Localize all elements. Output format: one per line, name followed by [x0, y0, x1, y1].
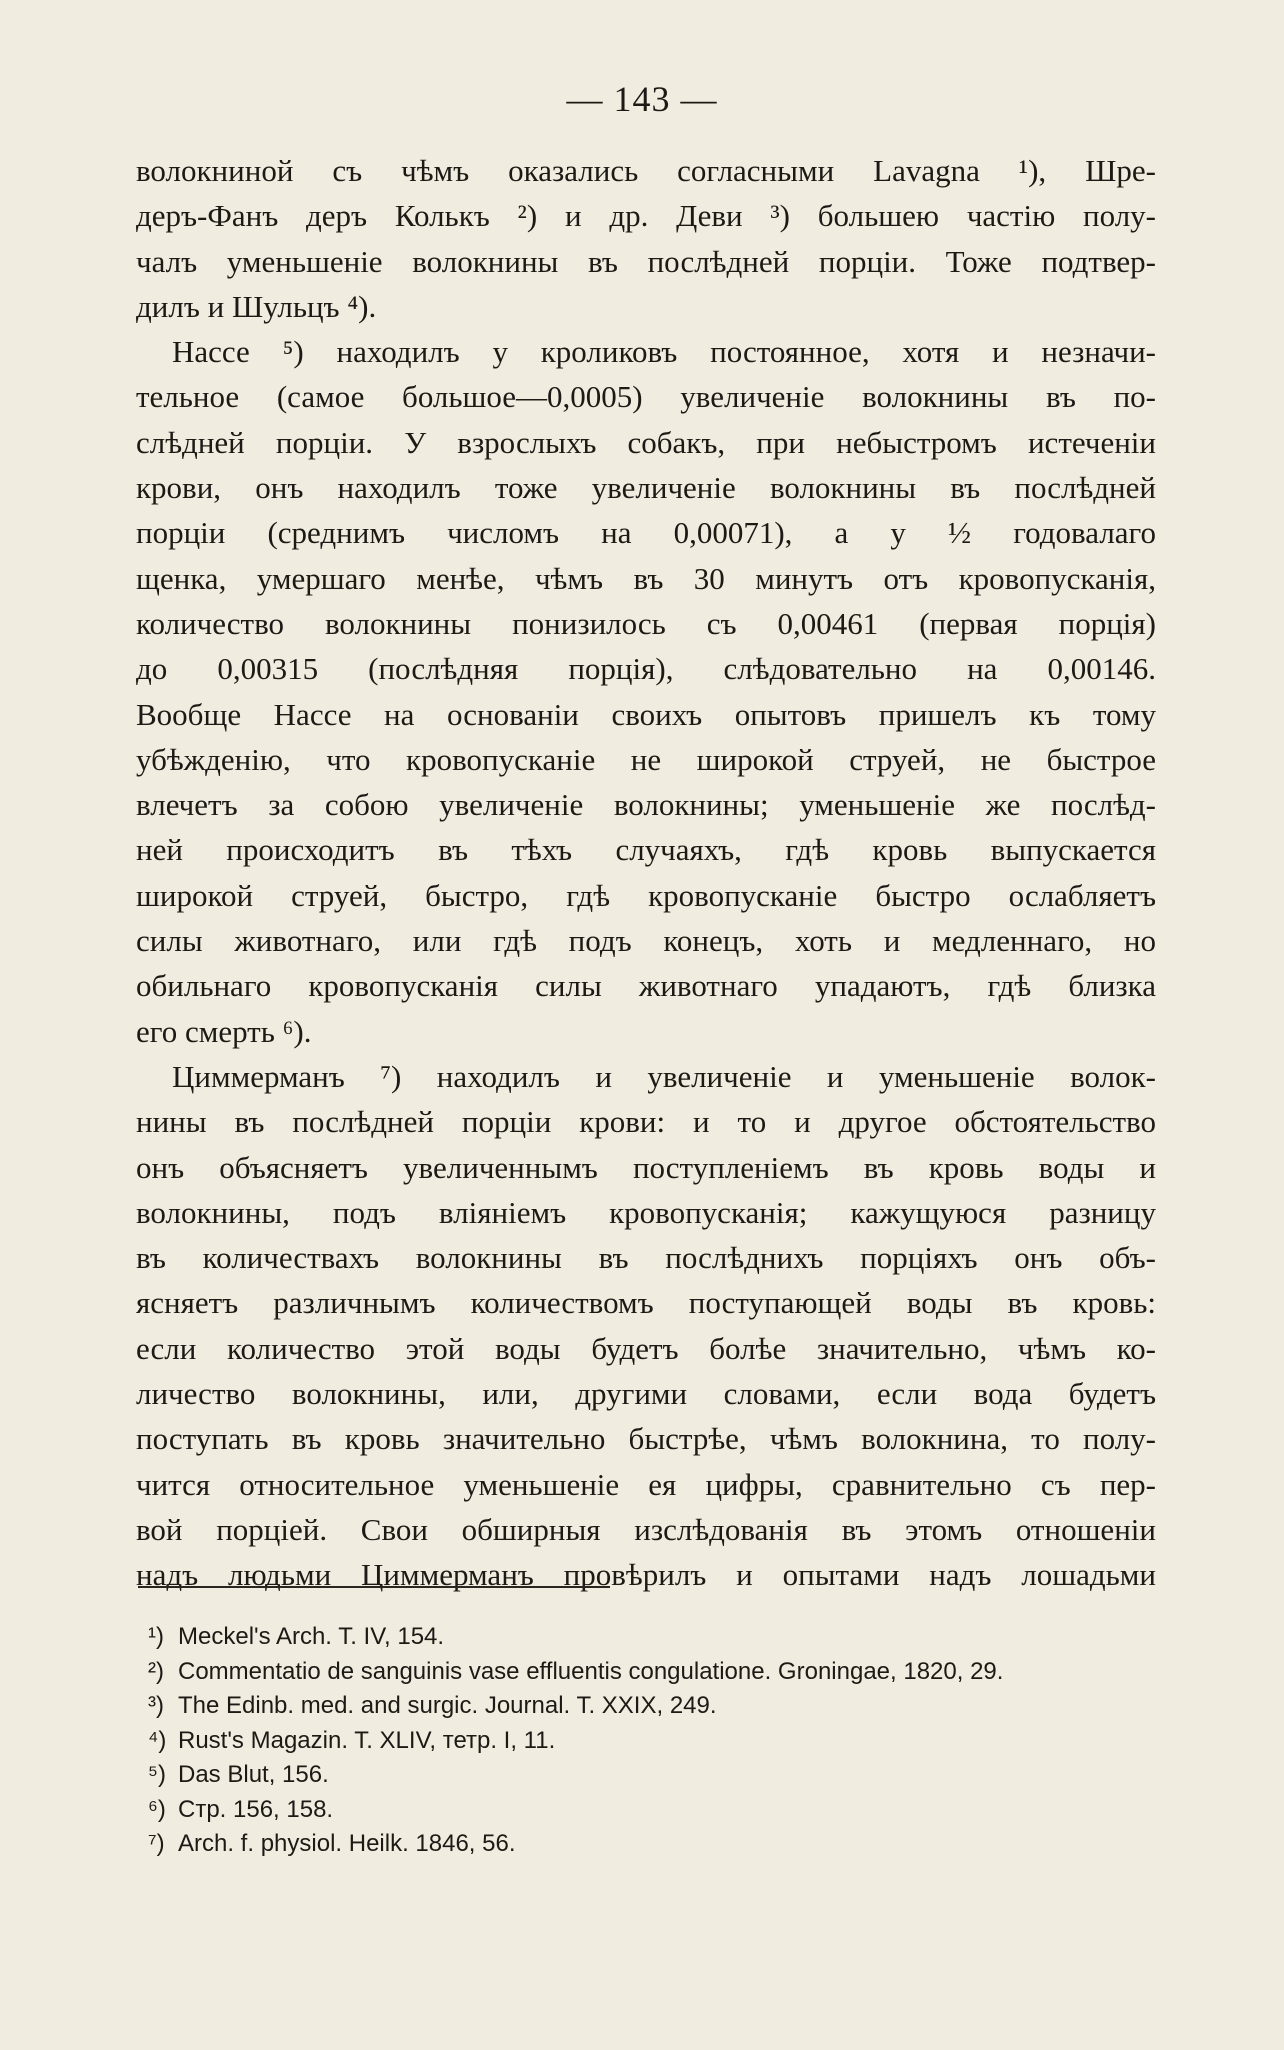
text-line: его смерть ⁶).	[136, 1013, 312, 1049]
footnote-text: Arch. f. physiol. Heilk. 1846, 56.	[178, 1830, 516, 1857]
footnotes	[148, 1620, 1148, 1862]
footnote-mark: ⁷)	[148, 1830, 165, 1857]
text-line: слѣдней порціи. У взрослыхъ собакъ, при небыстромъ истеченіи	[136, 424, 1156, 460]
footnote-mark: ²)	[148, 1657, 164, 1685]
text-line: Вообще Нассе на основаніи своихъ опытовъ пришелъ къ тому	[136, 696, 1156, 732]
footnote	[148, 1793, 1148, 1828]
footnote	[148, 1827, 1148, 1862]
text-line: силы животнаго, или гдѣ подъ конецъ, хоть и медленнаго, но	[136, 923, 1156, 959]
text-line: дилъ и Шульцъ ⁴).	[136, 288, 377, 324]
footnote-divider	[138, 1586, 610, 1588]
text-line: ней происходитъ въ тѣхъ случаяхъ, гдѣ кровь выпускается	[136, 832, 1156, 868]
footnote-text: Meckel's Arch. T. IV, 154.	[178, 1623, 445, 1650]
text-line: Циммерманъ ⁷) находилъ и увеличеніе и уменьшеніе волок-	[172, 1058, 1156, 1094]
footnote-text: Commentatio de sanguinis vase effluentis congulatione. Groningae, 1820, 29.	[178, 1657, 1004, 1685]
text-line: чалъ уменьшеніе волокнины въ послѣдней порціи. Тоже подтвер-	[136, 243, 1156, 279]
text-line: ясняетъ различнымъ количествомъ поступающей воды въ кровь:	[136, 1285, 1156, 1321]
text-line: поступать въ кровь значительно быстрѣе, чѣмъ волокнина, то полу-	[136, 1421, 1156, 1457]
text-line: обильнаго кровопусканія силы животнаго упадаютъ, гдѣ близка	[136, 968, 1156, 1004]
text-line: личество волокнины, или, другими словами, если вода будетъ	[136, 1376, 1156, 1412]
footnote	[148, 1620, 1148, 1655]
footnote-mark: ⁴)	[148, 1726, 167, 1754]
text-line: нины въ послѣдней порціи крови: и то и другое обстоятельство	[136, 1104, 1156, 1140]
footnote-text: The Edinb. med. and surgic. Journal. T. XXIX, 249.	[178, 1692, 717, 1719]
text-line: крови, онъ находилъ тоже увеличеніе волокнины въ послѣдней	[136, 470, 1156, 506]
footnote-text: Das Blut, 156.	[178, 1761, 329, 1788]
footnote-mark: ³)	[148, 1692, 164, 1719]
text-line: волокниной съ чѣмъ оказались согласными Lavagna ¹), Шре-	[136, 153, 1156, 188]
text-line: если количество этой воды будетъ болѣе значительно, чѣмъ ко-	[136, 1330, 1156, 1366]
text-line: чится относительное уменьшеніе ея цифры, сравнительно съ пер-	[136, 1466, 1156, 1502]
text-line: вой порціей. Свои обширныя изслѣдованія въ этомъ отношеніи	[136, 1511, 1156, 1547]
text-line: убѣжденію, что кровопусканіе не широкой струей, не быстрое	[136, 741, 1156, 777]
footnote-mark: ⁶)	[148, 1795, 166, 1823]
footnote	[148, 1758, 1148, 1793]
footnote	[148, 1655, 1148, 1690]
text-line: количество волокнины понизилось съ 0,00461 (первая порція)	[136, 605, 1156, 641]
footnote-text: Стр. 156, 158.	[178, 1795, 334, 1823]
text-line: онъ объясняетъ увеличеннымъ поступленіемъ въ кровь воды и	[136, 1149, 1156, 1185]
text-line: порціи (среднимъ числомъ на 0,00071), а у ½ годовалаго	[136, 515, 1156, 551]
text-line: Нассе ⁵) находилъ у кроликовъ постоянное, хотя и незначи-	[172, 334, 1156, 370]
text-line: влечетъ за собою увеличеніе волокнины; уменьшеніе же послѣд-	[136, 787, 1156, 823]
main-text	[136, 148, 1156, 1598]
text-line: щенка, умершаго менѣе, чѣмъ въ 30 минутъ отъ кровопусканія,	[136, 560, 1156, 596]
text-line: до 0,00315 (послѣдняя порція), слѣдовательно на 0,00146.	[136, 651, 1156, 687]
footnote-mark: ¹)	[148, 1623, 164, 1650]
footnote-mark: ⁵)	[148, 1761, 166, 1788]
footnote	[148, 1724, 1148, 1759]
text-line: въ количествахъ волокнины въ послѣднихъ порціяхъ онъ объ-	[136, 1240, 1156, 1276]
text-line: надъ людьми Циммерманъ провѣрилъ и опытами надъ лошадьми	[136, 1557, 1156, 1593]
footnote	[148, 1689, 1148, 1724]
text-line: тельное (самое большое—0,0005) увеличеніе волокнины въ по-	[136, 379, 1156, 415]
text-line: волокнины, подъ вліяніемъ кровопусканія; кажущуюся разницу	[136, 1194, 1156, 1230]
footnote-text: Rust's Magazin. T. XLIV, тетр. I, 11.	[178, 1726, 556, 1754]
page-number: — 143 —	[566, 79, 718, 119]
text-line: деръ-Фанъ деръ Колькъ ²) и др. Деви ³) большею частію полу-	[136, 198, 1156, 234]
text-line: широкой струей, быстро, гдѣ кровопусканіе быстро ослабляетъ	[136, 877, 1156, 913]
